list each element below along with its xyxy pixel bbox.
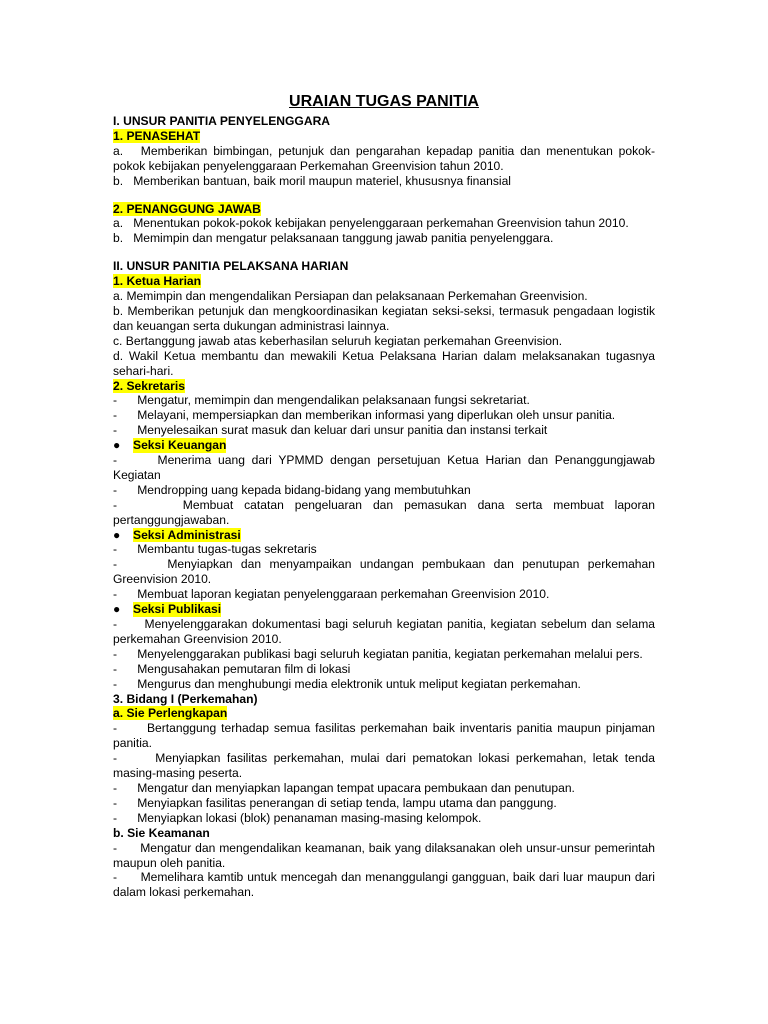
list-marker: a. xyxy=(113,289,124,304)
list-marker: c. xyxy=(113,333,123,348)
list-text: Mengatur dan menyiapkan lapangan tempat upacara pembukaan dan penutupan. xyxy=(137,780,575,795)
sie-keamanan-list xyxy=(113,841,655,901)
list-text: Membuat catatan pengeluaran dan pemasukan dana serta membuat laporan pertanggungjawaban. xyxy=(113,497,655,527)
list-item xyxy=(113,870,655,900)
list-item xyxy=(113,483,655,498)
dash-marker: - xyxy=(113,393,118,408)
dash-marker: - xyxy=(113,676,118,691)
list-item xyxy=(113,751,655,781)
list-text: Mengusahakan pemutaran film di lokasi xyxy=(137,661,351,676)
list-item xyxy=(113,587,655,602)
list-text: Menyelenggarakan publikasi bagi seluruh kegiatan panitia, kegiatan perkemahan melalui pers. xyxy=(137,646,643,661)
dash-marker: - xyxy=(113,557,118,572)
sekretaris-list xyxy=(113,393,655,438)
dash-marker: - xyxy=(113,497,118,512)
list-item xyxy=(113,796,655,811)
sie-perlengkapan-heading: a. Sie Perlengkapan xyxy=(113,706,228,721)
list-item xyxy=(113,453,655,483)
list-marker: d. xyxy=(113,348,124,363)
list-text: Menyiapkan fasilitas penerangan di setiap tenda, lampu utama dan panggung. xyxy=(137,795,557,810)
list-item xyxy=(113,174,655,189)
dash-marker: - xyxy=(113,721,118,736)
seksi-publikasi-list xyxy=(113,617,655,692)
list-text: Melayani, mempersiapkan dan memberikan informasi yang diperlukan oleh unsur panitia. xyxy=(137,408,616,423)
list-text: Menyiapkan dan menyampaikan undangan pembukaan dan penutupan perkemahan Greenvision 2010. xyxy=(113,557,655,587)
seksi-keuangan-list xyxy=(113,453,655,528)
list-text: Menyelenggarakan dokumentasi bagi seluruh kegiatan panitia, kegiatan sebelum dan selama perkemahan Greenvision 2010. xyxy=(113,617,655,646)
list-text: Mengurus dan menghubungi media elektronik untuk meliput kegiatan perkemahan. xyxy=(137,676,581,691)
dash-marker: - xyxy=(113,810,118,825)
dash-marker: - xyxy=(113,870,118,885)
list-item xyxy=(113,408,655,423)
list-item xyxy=(113,781,655,796)
penanggung-jawab-list xyxy=(113,216,655,246)
list-text: Membuat laporan kegiatan penyelenggaraan perkemahan Greenvision 2010. xyxy=(137,587,550,602)
bullet-icon: ● xyxy=(113,527,121,542)
list-item xyxy=(113,811,655,826)
list-item xyxy=(113,289,655,304)
sekretaris-heading: 2. Sekretaris xyxy=(113,378,185,393)
list-text: Memelihara kamtib untuk mencegah dan menanggulangi gangguan, baik dari luar maupun dari dalam lokasi perkemahan. xyxy=(113,870,655,900)
dash-marker: - xyxy=(113,780,118,795)
list-item xyxy=(113,557,655,587)
list-text: Menyelesaikan surat masuk dan keluar dari unsur panitia dan instansi terkait xyxy=(137,423,548,438)
sie-keamanan-heading: b. Sie Keamanan xyxy=(113,825,210,840)
bullet-icon: ● xyxy=(113,602,121,617)
list-marker: a. xyxy=(113,143,124,158)
list-marker: b. xyxy=(113,231,124,246)
list-item xyxy=(113,841,655,871)
list-item xyxy=(113,647,655,662)
dash-marker: - xyxy=(113,408,118,423)
seksi-keuangan-heading: Seksi Keuangan xyxy=(133,438,227,453)
list-item xyxy=(113,662,655,677)
list-text: Membantu tugas-tugas sekretaris xyxy=(137,542,317,557)
penanggung-jawab-heading: 2. PENANGGUNG JAWAB xyxy=(113,201,261,216)
dash-marker: - xyxy=(113,587,118,602)
bullet-icon: ● xyxy=(113,438,121,453)
list-text: Memimpin dan mengatur pelaksanaan tanggung jawab panitia penyelenggara. xyxy=(133,231,554,246)
list-item xyxy=(113,677,655,692)
list-item xyxy=(113,144,655,174)
section-1-heading: I. UNSUR PANITIA PENYELENGGARA xyxy=(113,114,331,128)
dash-marker: - xyxy=(113,751,118,766)
list-text: Bertanggung jawab atas keberhasilan seluruh kegiatan perkemahan Greenvision. xyxy=(125,333,563,348)
dash-marker: - xyxy=(113,542,118,557)
ketua-harian-list xyxy=(113,289,655,378)
list-marker: a. xyxy=(113,216,124,231)
seksi-administrasi-heading: Seksi Administrasi xyxy=(133,527,241,542)
dash-marker: - xyxy=(113,423,118,438)
list-text: Memberikan bimbingan, petunjuk dan pengarahan kepadap panitia dan menentukan pokok-pokok kebijakan penyelenggaraan Perkemahan Greenvision tahun 2010. xyxy=(113,143,655,173)
dash-marker: - xyxy=(113,795,118,810)
list-text: Mengatur dan mengendalikan keamanan, baik yang dilaksanakan oleh unsur-unsur pemerintah maupun oleh panitia. xyxy=(113,840,655,870)
list-text: Mengatur, memimpin dan mengendalikan pelaksanaan fungsi sekretariat. xyxy=(137,393,530,408)
list-item xyxy=(113,721,655,751)
list-item xyxy=(113,498,655,528)
seksi-publikasi-heading: Seksi Publikasi xyxy=(133,602,222,617)
sie-perlengkapan-list xyxy=(113,721,655,825)
list-text: Menentukan pokok-pokok kebijakan penyelenggaraan perkemahan Greenvision tahun 2010. xyxy=(133,216,629,231)
ketua-harian-heading: 1. Ketua Harian xyxy=(113,274,202,289)
list-marker: b. xyxy=(113,303,124,318)
list-item xyxy=(113,304,655,334)
dash-marker: - xyxy=(113,617,118,631)
document-page xyxy=(113,92,655,900)
list-item xyxy=(113,617,655,647)
list-text: Bertanggung terhadap semua fasilitas perkemahan baik inventaris panitia maupun pinjaman panitia. xyxy=(113,721,655,751)
list-item xyxy=(113,334,655,349)
bidang-perkemahan-heading: 3. Bidang I (Perkemahan) xyxy=(113,691,258,706)
list-item xyxy=(113,393,655,408)
list-marker: b. xyxy=(113,173,124,188)
penasehat-list xyxy=(113,144,655,189)
list-item xyxy=(113,216,655,231)
penasehat-heading: 1. PENASEHAT xyxy=(113,128,201,143)
section-2-heading: II. UNSUR PANITIA PELAKSANA HARIAN xyxy=(113,259,349,274)
seksi-administrasi-list xyxy=(113,542,655,602)
list-item xyxy=(113,542,655,557)
dash-marker: - xyxy=(113,482,118,497)
dash-marker: - xyxy=(113,661,118,676)
list-item xyxy=(113,231,655,246)
dash-marker: - xyxy=(113,840,118,855)
dash-marker: - xyxy=(113,453,118,468)
list-text: Memimpin dan mengendalikan Persiapan dan pelaksanaan Perkemahan Greenvision. xyxy=(126,289,588,304)
dash-marker: - xyxy=(113,646,118,661)
document-title: URAIAN TUGAS PANITIA xyxy=(289,93,479,110)
list-text: Wakil Ketua membantu dan mewakili Ketua Pelaksana Harian dalam melaksanakan tugasnya sehari-hari. xyxy=(113,348,655,378)
list-item xyxy=(113,423,655,438)
list-text: Menyiapkan fasilitas perkemahan, mulai dari pematokan lokasi perkemahan, letak tenda masing-masing peserta. xyxy=(113,751,655,781)
list-item xyxy=(113,349,655,379)
list-text: Menyiapkan lokasi (blok) penanaman masing-masing kelompok. xyxy=(137,810,482,825)
list-text: Memberikan bantuan, baik moril maupun materiel, khususnya finansial xyxy=(133,173,511,188)
list-text: Memberikan petunjuk dan mengkoordinasikan kegiatan seksi-seksi, termasuk pengadaan logistik dan keuangan serta dukungan administrasi lainnya. xyxy=(113,303,655,333)
list-text: Mendropping uang kepada bidang-bidang yang membutuhkan xyxy=(137,482,471,497)
list-text: Menerima uang dari YPMMD dengan persetujuan Ketua Harian dan Penanggungjawab Kegiatan xyxy=(113,453,655,482)
